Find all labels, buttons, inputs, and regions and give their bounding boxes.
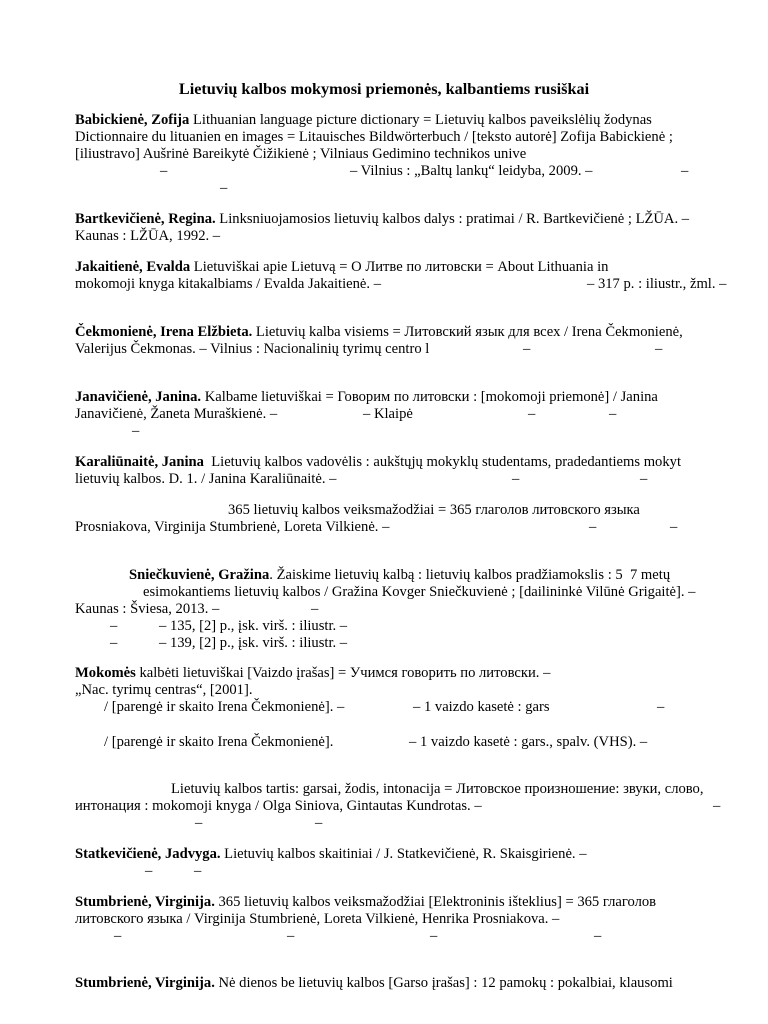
entry-dash: – [194, 863, 202, 879]
entry-dash: – [315, 815, 323, 831]
entry-dash: – [670, 519, 678, 535]
entry-text: / [parengė ir skaito Irena Čekmonienė]. [104, 734, 334, 750]
entry-text: / [parengė ir skaito Irena Čekmonienė]. – [104, 699, 345, 715]
entry-text: – 1 vaizdo kasetė : gars [413, 699, 550, 715]
entry-text: Lietuvių kalbos tartis: garsai, žodis, intonacija = Литовское произношение: звуки, слово, [171, 781, 704, 797]
entry-text: 365 lietuvių kalbos veiksmažodžiai = 365 глаголов литовского языка [228, 502, 640, 518]
entry-text: Lietuviškai apie Lietuvą = О Литве по литовски = About Lithuania in [190, 259, 609, 275]
entry-dash: – [512, 471, 520, 487]
entry-text: – 1 vaizdo kasetė : gars., spalv. (VHS). – [409, 734, 648, 750]
entry-dash: – [311, 601, 319, 617]
entry-text: esimokantiems lietuvių kalbos / Gražina Kovger Sniečkuvienė ; [dailininkė Vilūnė Grigaitė]. – [143, 584, 696, 600]
entry-text: Dictionnaire du lituanien en images = Litauisches Bildwörterbuch / [teksto autorė] Zofija Babickienė ; [75, 129, 673, 145]
entry-dash: – [132, 423, 140, 439]
entry-text: . Žaiskime lietuvių kalbą : lietuvių kalbos pradžiamokslis : 5 7 metų [269, 567, 671, 583]
entry-text: – Vilnius : „Baltų lankų“ leidyba, 2009. – [350, 163, 593, 179]
entry-author: Mokomės [75, 665, 136, 681]
entry-text: [iliustravo] Aušrinė Bareikytė Čižikienė ; Vilniaus Gedimino technikos unive [75, 146, 527, 162]
entry-text: kalbėti lietuviškai [Vaizdo įrašas] = Учимся говорить по литовски. – [135, 665, 551, 681]
entry-dash: – [594, 928, 602, 944]
entry-text: – 317 p. : iliustr., žml. – [587, 276, 727, 292]
entry-text: Nė dienos be lietuvių kalbos [Garso įrašas] : 12 pamokų : pokalbiai, klausomi [214, 975, 673, 991]
entry-dash: – [160, 163, 168, 179]
entry-text: интонация : mokomoji knyga / Olga Siniova, Gintautas Kundrotas. – [75, 798, 482, 814]
entry-author: Sniečkuvienė, Gražina [129, 567, 270, 583]
entry-author: Karaliūnaitė, Janina [75, 454, 204, 470]
entry-author: Statkevičienė, Jadvyga. [75, 846, 221, 862]
entry-author: Bartkevičienė, Regina. [75, 211, 216, 227]
entry-text: „Nac. tyrimų centras“, [2001]. [75, 682, 253, 698]
entry-text: mokomoji knyga kitakalbiams / Evalda Jakaitienė. – [75, 276, 381, 292]
entry-text: – 139, [2] p., įsk. virš. : iliustr. – [159, 635, 348, 651]
entry-dash: – [713, 798, 721, 814]
entry-dash: – [287, 928, 295, 944]
entry-text: Linksniuojamosios lietuvių kalbos dalys : pratimai / R. Bartkevičienė ; LŽŪA. – [215, 211, 690, 227]
entry-dash: – [114, 928, 122, 944]
entry-dash: – [220, 180, 228, 196]
entry-dash: – [655, 341, 663, 357]
entry-author: Stumbrienė, Virginija. [75, 894, 215, 910]
entry-author: Jakaitienė, Evalda [75, 259, 191, 275]
entry-dash: – [589, 519, 597, 535]
entry-text: 365 lietuvių kalbos veiksmažodžiai [Elektroninis išteklius] = 365 глаголов [214, 894, 657, 910]
entry-text: Prosniakova, Virginija Stumbrienė, Loreta Vilkienė. – [75, 519, 390, 535]
entry-text: Kalbame lietuviškai = Говорим по литовски : [mokomoji priemonė] / Janina [201, 389, 658, 405]
entry-dash: – [110, 618, 118, 634]
entry-text: Kaunas : Šviesa, 2013. – [75, 601, 220, 617]
entry-dash: – [657, 699, 665, 715]
entry-text: Janavičienė, Žaneta Muraškienė. – [75, 406, 278, 422]
entry-text: Kaunas : LŽŪA, 1992. – [75, 228, 221, 244]
entry-dash: – [681, 163, 689, 179]
entry-dash: – [609, 406, 617, 422]
entry-text: Valerijus Čekmonas. – Vilnius : Nacionalinių tyrimų centro l [75, 341, 430, 357]
entry-dash: – [640, 471, 648, 487]
entry-dash: – [523, 341, 531, 357]
entry-text: Lietuvių kalba visiems = Литовский язык для всех / Irena Čekmonienė, [252, 324, 683, 340]
entry-text: Lietuvių kalbos vadovėlis : aukštųjų mokyklų studentams, pradedantiems mokyt [203, 454, 682, 470]
entry-author: Babickienė, Zofija [75, 112, 190, 128]
entry-author: Čekmonienė, Irena Elžbieta. [75, 324, 253, 340]
entry-text: – 135, [2] p., įsk. virš. : iliustr. – [159, 618, 348, 634]
entry-dash: – [110, 635, 118, 651]
entry-dash: – [145, 863, 153, 879]
entry-text: литовского языка / Virginija Stumbrienė, Loreta Vilkienė, Henrika Prosniakova. – [75, 911, 560, 927]
entry-dash: – [195, 815, 203, 831]
entry-dash: – [430, 928, 438, 944]
page-title: Lietuvių kalbos mokymosi priemonės, kalbantiems rusiškai [178, 80, 590, 98]
entry-author: Stumbrienė, Virginija. [75, 975, 215, 991]
entry-text: – Klaipė [363, 406, 413, 422]
entry-text: lietuvių kalbos. D. 1. / Janina Karaliūnaitė. – [75, 471, 337, 487]
entry-author: Janavičienė, Janina. [75, 389, 202, 405]
entry-dash: – [528, 406, 536, 422]
entry-text: Lietuvių kalbos skaitiniai / J. Statkevičienė, R. Skaisgirienė. – [220, 846, 587, 862]
entry-text: Lithuanian language picture dictionary = Lietuvių kalbos paveikslėlių žodynas [189, 112, 652, 128]
